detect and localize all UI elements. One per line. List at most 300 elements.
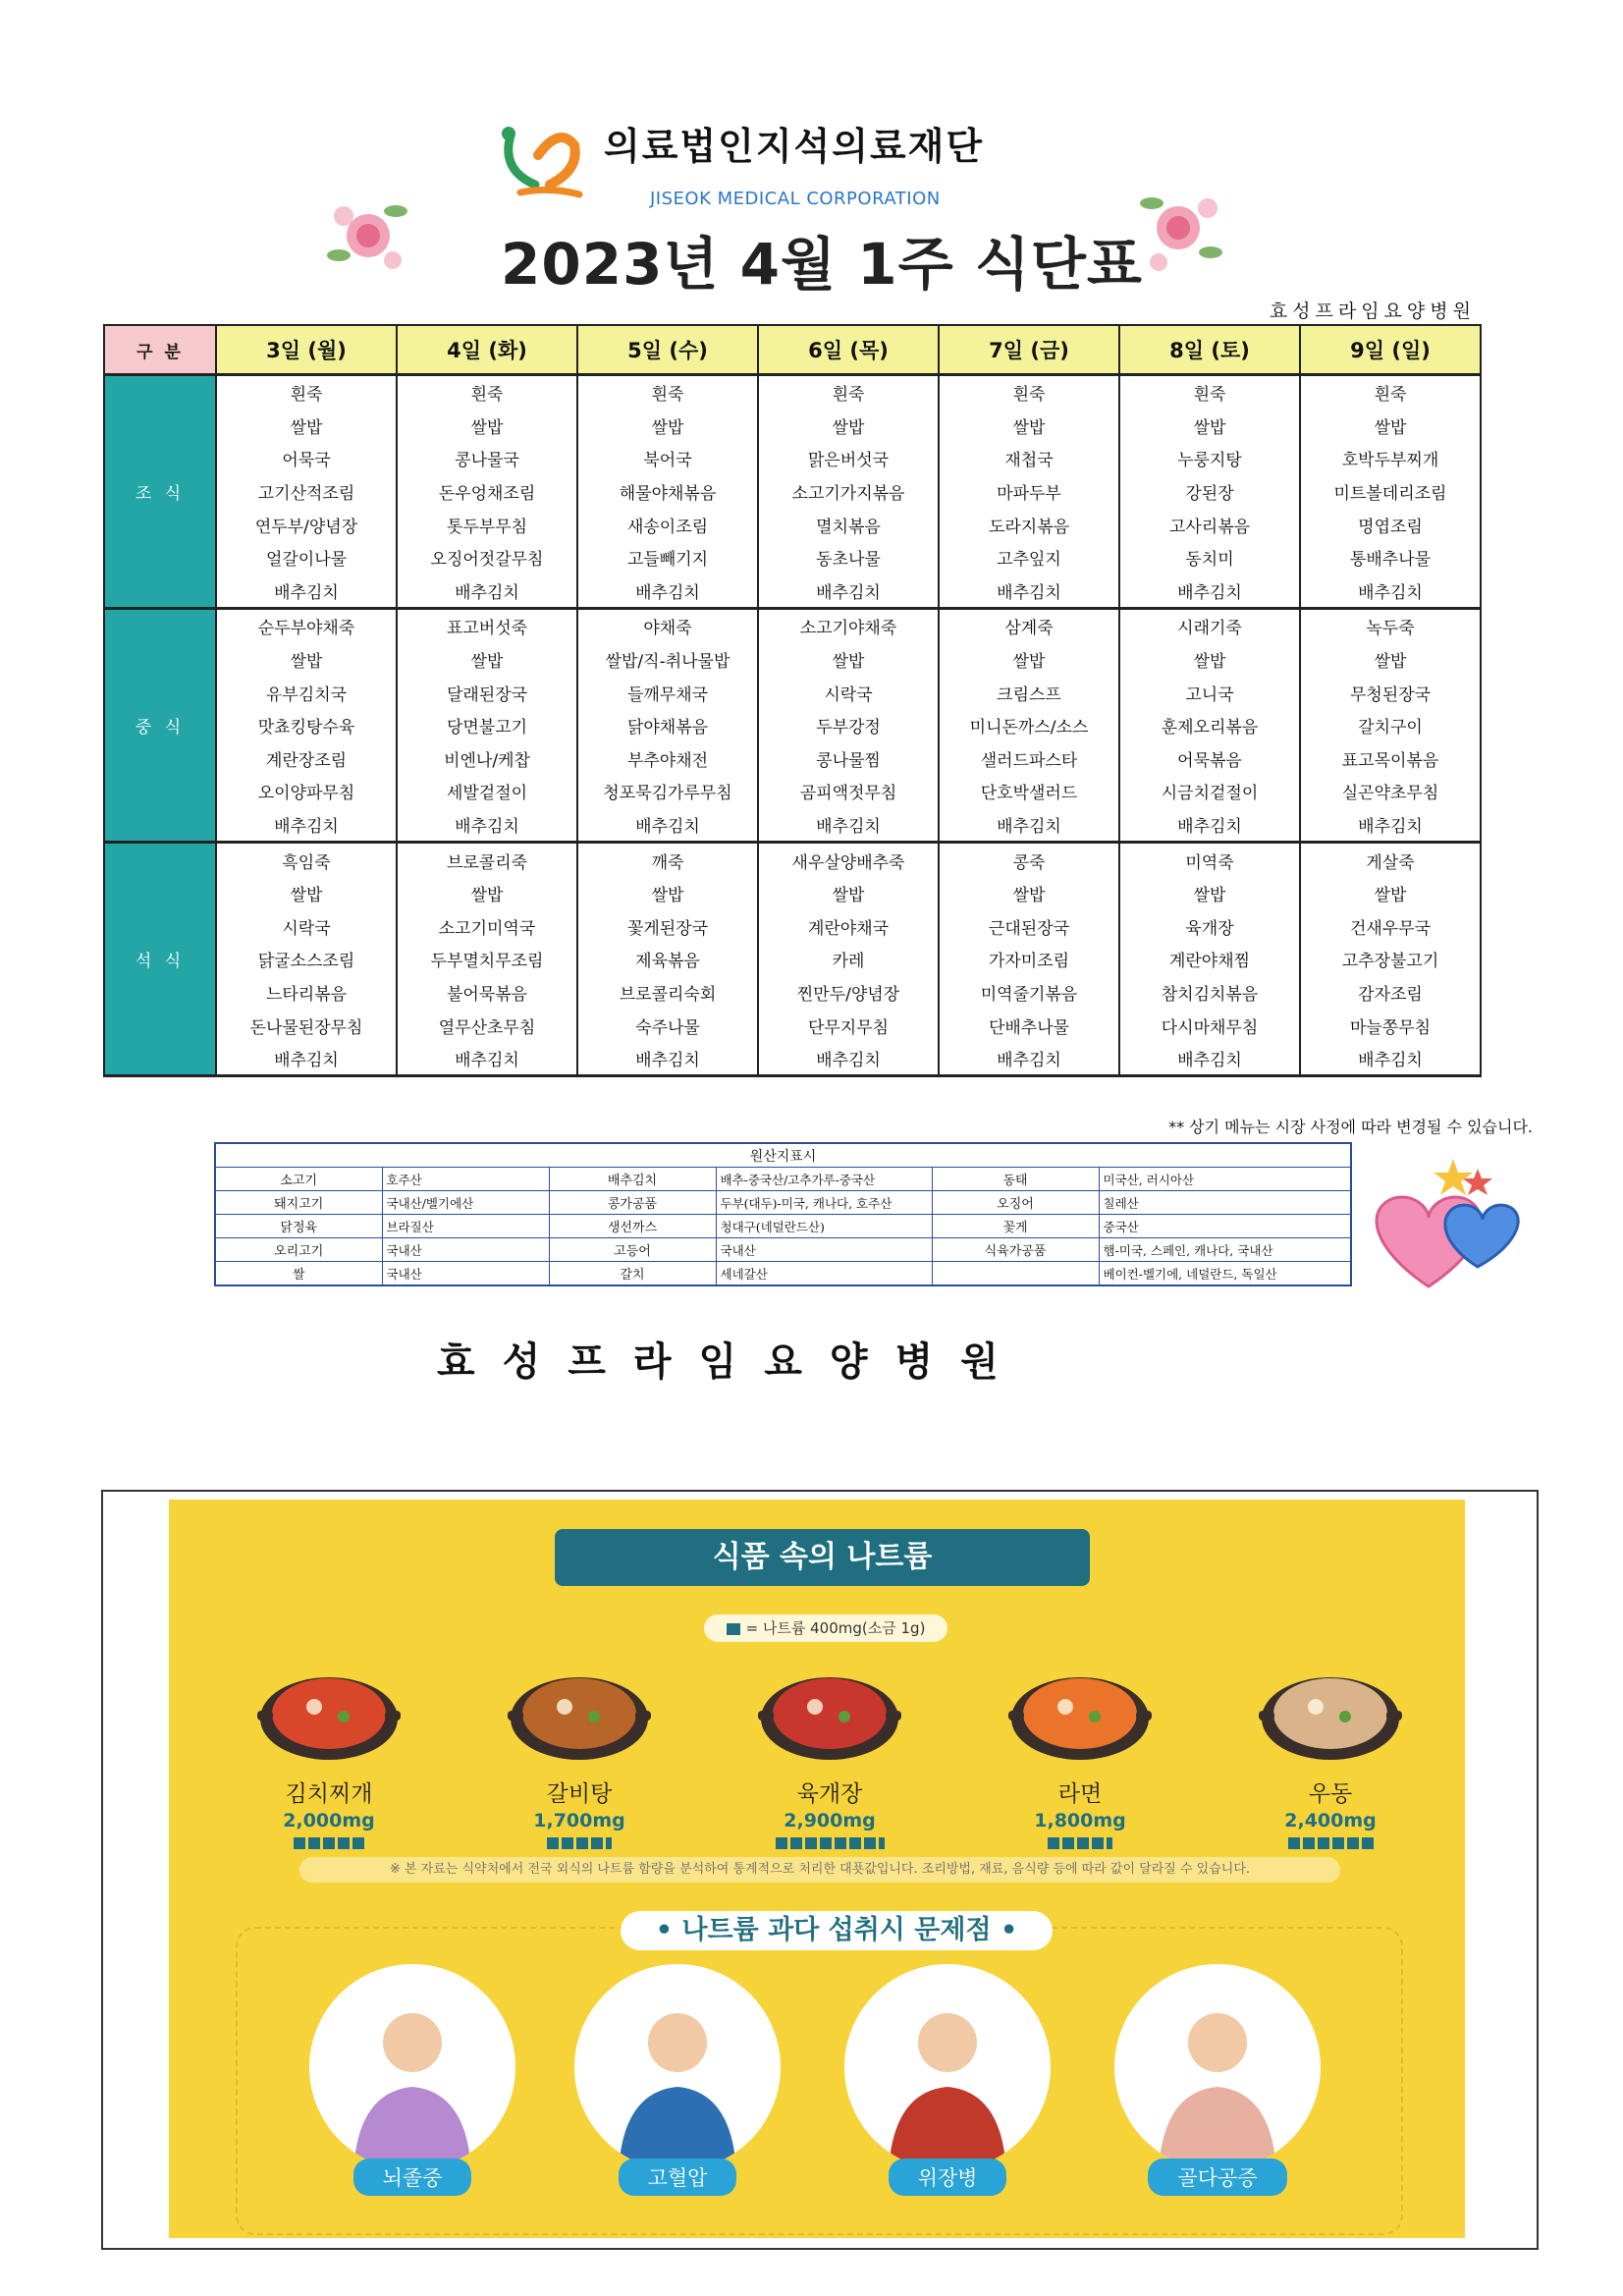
origin-country: 배추-중국산/고추가루-중국산: [716, 1168, 932, 1191]
menu-row: [104, 709, 1481, 742]
menu-cell: 오징어젓갈무침: [397, 541, 577, 574]
hospital-name-footer: 효성프라임요양병원: [437, 1339, 1026, 1385]
menu-cell: 쌀밥: [577, 877, 758, 910]
menu-cell: 계란야채찜: [1119, 943, 1300, 976]
dish-sodium: 1,800mg: [1034, 1810, 1126, 1831]
day-header: 4일 (화): [397, 325, 577, 375]
menu-cell: 배추김치: [216, 574, 397, 609]
menu-cell: 꽃게된장국: [577, 910, 758, 944]
menu-header-row: [104, 325, 1481, 375]
menu-cell: 감자조림: [1300, 976, 1481, 1010]
menu-cell: 오이양파무침: [216, 775, 397, 808]
origin-title: 원산지표시: [215, 1143, 1351, 1168]
menu-cell: 배추김치: [939, 574, 1119, 609]
menu-cell: 어묵볶음: [1119, 742, 1300, 776]
origin-body: [215, 1168, 1351, 1286]
menu-row: [104, 508, 1481, 541]
menu-cell: 얼갈이나물: [216, 541, 397, 574]
menu-cell: 마늘쫑무침: [1300, 1009, 1481, 1042]
menu-cell: 흑임죽: [216, 843, 397, 877]
menu-cell: 동치미: [1119, 541, 1300, 574]
menu-cell: 녹두죽: [1300, 609, 1481, 643]
problem-item: [839, 1964, 1055, 2196]
menu-row: [104, 910, 1481, 944]
menu-cell: 고기산적조림: [216, 475, 397, 509]
origin-item: 돼지고기: [215, 1191, 382, 1215]
origin-country: 청대구(네덜란드산): [716, 1215, 932, 1238]
problem-illustration-icon: [1114, 1964, 1321, 2170]
menu-cell: 훈제오리볶음: [1119, 709, 1300, 742]
menu-cell: 건새우무국: [1300, 910, 1481, 944]
sodium-bar: [1232, 1837, 1429, 1853]
sodium-unit: [849, 1837, 861, 1849]
menu-cell: 쌀밥: [397, 643, 577, 677]
menu-cell: 달래된장국: [397, 676, 577, 709]
sodium-unit-partial: [606, 1837, 612, 1849]
origin-country: 미국산, 러시아산: [1099, 1168, 1351, 1191]
menu-cell: 미역줄기볶음: [939, 976, 1119, 1010]
menu-cell: 돈나물된장무침: [216, 1009, 397, 1042]
origin-item: 소고기: [215, 1168, 382, 1191]
sodium-unit: [562, 1837, 573, 1849]
menu-cell: 새우살양배추죽: [758, 843, 939, 877]
menu-row: [104, 442, 1481, 475]
hospital-name-small: 효성프라임요양병원: [1269, 301, 1476, 322]
origin-country: 국내산: [716, 1238, 932, 1262]
menu-cell: 고추잎지: [939, 541, 1119, 574]
sodium-bar: [231, 1837, 427, 1853]
origin-row: [215, 1215, 1351, 1238]
dish-pot-icon: [506, 1660, 653, 1768]
menu-cell: 근대된장국: [939, 910, 1119, 944]
source-note: ※ 본 자료는 식약처에서 전국 외식의 나트륨 함량을 분석하여 통계적으로 처리한 대푯값입니다. 조리방법, 재료, 음식량 등에 따라 값이 달라질 수 있습니다.: [299, 1857, 1340, 1883]
sodium-unit: [1048, 1837, 1059, 1849]
menu-row: [104, 808, 1481, 843]
day-header: 3일 (월): [216, 325, 397, 375]
origin-item: 콩가공품: [549, 1191, 716, 1215]
menu-cell: 닭굴소스조림: [216, 943, 397, 976]
dish-pot-icon: [756, 1660, 903, 1768]
menu-row: [104, 609, 1481, 643]
menu-cell: 쌀밥: [758, 410, 939, 443]
menu-cell: 콩나물국: [397, 442, 577, 475]
menu-cell: 배추김치: [1300, 808, 1481, 843]
sodium-unit: [790, 1837, 802, 1849]
menu-cell: 맛쵸킹탕수육: [216, 709, 397, 742]
menu-cell: 멸치볶음: [758, 508, 939, 541]
menu-cell: 찐만두/양념장: [758, 976, 939, 1010]
menu-cell: 고들빼기지: [577, 541, 758, 574]
origin-country: 베이컨-벨기에, 네덜란드, 독일산: [1099, 1262, 1351, 1286]
menu-cell: 동초나물: [758, 541, 939, 574]
menu-cell: 시락국: [758, 676, 939, 709]
menu-row: [104, 1042, 1481, 1076]
menu-cell: 들깨무채국: [577, 676, 758, 709]
menu-row: [104, 541, 1481, 574]
legend-text: = 나트륨 400mg(소금 1g): [745, 1619, 926, 1637]
sodium-unit: [338, 1837, 350, 1849]
menu-cell: 두부멸치무조림: [397, 943, 577, 976]
day-header: 9일 (일): [1300, 325, 1481, 375]
menu-cell: 쌀밥: [1119, 410, 1300, 443]
sodium-unit-partial: [879, 1837, 885, 1849]
menu-cell: 브로콜리죽: [397, 843, 577, 877]
menu-cell: 쌀밥: [758, 877, 939, 910]
menu-cell: 소고기가지볶음: [758, 475, 939, 509]
menu-cell: 연두부/양념장: [216, 508, 397, 541]
origin-row: [215, 1262, 1351, 1286]
menu-cell: 유부김치국: [216, 676, 397, 709]
menu-cell: 배추김치: [397, 808, 577, 843]
menu-cell: 쌀밥: [1119, 643, 1300, 677]
menu-cell: 마파두부: [939, 475, 1119, 509]
day-header: 6일 (목): [758, 325, 939, 375]
dish-item: [231, 1660, 427, 1853]
menu-row: [104, 410, 1481, 443]
menu-cell: 배추김치: [577, 574, 758, 609]
dish-name: 우동: [1308, 1781, 1353, 1807]
menu-cell: 배추김치: [397, 574, 577, 609]
menu-cell: 배추김치: [1300, 574, 1481, 609]
dish-pot-icon: [1257, 1660, 1404, 1768]
sodium-unit: [1332, 1837, 1344, 1849]
meal-label: 조 식: [104, 375, 216, 609]
menu-cell: 시금치겉절이: [1119, 775, 1300, 808]
menu-cell: 배추김치: [577, 808, 758, 843]
origin-country: 중국산: [1099, 1215, 1351, 1238]
menu-cell: 삼계죽: [939, 609, 1119, 643]
menu-cell: 쌀밥: [216, 643, 397, 677]
menu-cell: 숙주나물: [577, 1009, 758, 1042]
sodium-unit: [591, 1837, 603, 1849]
menu-row: [104, 643, 1481, 677]
menu-cell: 게살죽: [1300, 843, 1481, 877]
menu-cell: 흰죽: [1300, 375, 1481, 410]
dish-name: 갈비탕: [546, 1781, 613, 1807]
origin-country: 세네갈산: [716, 1262, 932, 1286]
org-name: 의료법인지석의료재단: [604, 125, 985, 168]
sodium-unit-icon: [727, 1623, 740, 1635]
menu-row: [104, 574, 1481, 609]
menu-cell: 쌀밥: [216, 410, 397, 443]
menu-cell: 비엔나/케찹: [397, 742, 577, 776]
menu-cell: 단무지무침: [758, 1009, 939, 1042]
menu-row: [104, 843, 1481, 877]
dish-item: [481, 1660, 677, 1853]
menu-cell: 도라지볶음: [939, 508, 1119, 541]
origin-item: 오징어: [932, 1191, 1099, 1215]
menu-row: [104, 775, 1481, 808]
menu-cell: 북어국: [577, 442, 758, 475]
menu-cell: 깨죽: [577, 843, 758, 877]
menu-cell: 배추김치: [758, 574, 939, 609]
dish-name: 육개장: [796, 1781, 863, 1807]
problem-illustration-icon: [844, 1964, 1051, 2170]
menu-cell: 카레: [758, 943, 939, 976]
menu-cell: 콩죽: [939, 843, 1119, 877]
menu-cell: 고사리볶음: [1119, 508, 1300, 541]
corner-header: 구 분: [104, 325, 216, 375]
menu-cell: 누룽지탕: [1119, 442, 1300, 475]
menu-cell: 가자미조림: [939, 943, 1119, 976]
origin-item: 생선까스: [549, 1215, 716, 1238]
dish-sodium: 2,900mg: [784, 1810, 876, 1831]
origin-country: 칠레산: [1099, 1191, 1351, 1215]
origin-item: 배추김치: [549, 1168, 716, 1191]
dish-item: [731, 1660, 928, 1853]
menu-cell: 흰죽: [939, 375, 1119, 410]
menu-cell: 쌀밥/직-취나물밥: [577, 643, 758, 677]
problem-item: [304, 1964, 520, 2196]
flower-decoration-right: [1134, 179, 1227, 282]
dish-name: 라면: [1057, 1781, 1103, 1807]
menu-cell: 제육볶음: [577, 943, 758, 976]
sodium-bar: [481, 1837, 677, 1853]
problem-label: 골다공증: [1148, 2159, 1286, 2196]
menu-cell: 재첩국: [939, 442, 1119, 475]
day-header: 7일 (금): [939, 325, 1119, 375]
menu-cell: 쌀밥: [216, 877, 397, 910]
sodium-unit: [547, 1837, 559, 1849]
day-header: 8일 (토): [1119, 325, 1300, 375]
menu-cell: 계란야채국: [758, 910, 939, 944]
menu-cell: 배추김치: [216, 808, 397, 843]
menu-cell: 배추김치: [1300, 1042, 1481, 1076]
menu-cell: 단호박샐러드: [939, 775, 1119, 808]
menu-row: [104, 742, 1481, 776]
menu-cell: 샐러드파스타: [939, 742, 1119, 776]
weekly-menu-table: [103, 324, 1482, 1077]
menu-cell: 당면불고기: [397, 709, 577, 742]
origin-row: [215, 1191, 1351, 1215]
dish-pot-icon: [255, 1660, 403, 1768]
menu-cell: 표고버섯죽: [397, 609, 577, 643]
origin-item: 고등어: [549, 1238, 716, 1262]
problems-title-text: 나트륨 과다 섭취시 문제점: [681, 1915, 992, 1945]
menu-cell: 고추장불고기: [1300, 943, 1481, 976]
sodium-unit: [308, 1837, 320, 1849]
menu-cell: 돈우엉채조림: [397, 475, 577, 509]
origin-item: 식육가공품: [932, 1238, 1099, 1262]
origin-item: 닭정육: [215, 1215, 382, 1238]
dish-item: [1232, 1660, 1429, 1853]
menu-cell: 쌀밥: [397, 410, 577, 443]
org-english-name: JISEOK MEDICAL CORPORATION: [650, 189, 941, 209]
problem-item: [569, 1964, 785, 2196]
menu-cell: 통배추나물: [1300, 541, 1481, 574]
menu-cell: 갈치구이: [1300, 709, 1481, 742]
sodium-unit: [805, 1837, 817, 1849]
menu-cell: 부추야채전: [577, 742, 758, 776]
menu-row: [104, 375, 1481, 410]
menu-cell: 시락국: [216, 910, 397, 944]
sodium-unit: [835, 1837, 846, 1849]
menu-cell: 소고기야채죽: [758, 609, 939, 643]
menu-cell: 시래기죽: [1119, 609, 1300, 643]
menu-cell: 소고기미역국: [397, 910, 577, 944]
menu-cell: 배추김치: [758, 808, 939, 843]
menu-cell: 배추김치: [216, 1042, 397, 1076]
menu-cell: 배추김치: [397, 1042, 577, 1076]
sodium-unit: [1318, 1837, 1329, 1849]
menu-row: [104, 877, 1481, 910]
menu-cell: 어묵국: [216, 442, 397, 475]
sodium-unit: [776, 1837, 787, 1849]
origin-item: 동태: [932, 1168, 1099, 1191]
problems-title: • 나트륨 과다 섭취시 문제점 •: [621, 1911, 1053, 1950]
dish-sodium: 1,700mg: [533, 1810, 625, 1831]
dish-sodium: 2,400mg: [1284, 1810, 1377, 1831]
jiseok-logo: [491, 116, 589, 204]
menu-row: [104, 475, 1481, 509]
sodium-unit: [294, 1837, 305, 1849]
menu-cell: 불어묵볶음: [397, 976, 577, 1010]
menu-cell: 육개장: [1119, 910, 1300, 944]
menu-cell: 톳두부무침: [397, 508, 577, 541]
sodium-unit: [864, 1837, 876, 1849]
menu-cell: 배추김치: [758, 1042, 939, 1076]
menu-cell: 브로콜리숙회: [577, 976, 758, 1010]
menu-row: [104, 676, 1481, 709]
menu-cell: 쌀밥: [1300, 643, 1481, 677]
dish-sodium: 2,000mg: [283, 1810, 375, 1831]
origin-country: 브라질산: [382, 1215, 549, 1238]
origin-country: 두부(대두)-미국, 캐나다, 호주산: [716, 1191, 932, 1215]
problem-label: 고혈압: [619, 2159, 737, 2196]
menu-cell: 쌀밥: [939, 410, 1119, 443]
origin-row: [215, 1168, 1351, 1191]
sodium-unit: [1062, 1837, 1074, 1849]
flower-decoration-left: [319, 182, 412, 285]
sodium-unit: [1347, 1837, 1359, 1849]
origin-country: 호주산: [382, 1168, 549, 1191]
menu-cell: 참치김치볶음: [1119, 976, 1300, 1010]
origin-country: 국내산: [382, 1238, 549, 1262]
sodium-unit: [1362, 1837, 1374, 1849]
problem-label: 위장병: [889, 2159, 1007, 2196]
origin-country: 햄-미국, 스페인, 캐나다, 국내산: [1099, 1238, 1351, 1262]
menu-cell: 쌀밥: [577, 410, 758, 443]
meal-label: 석 식: [104, 843, 216, 1076]
dish-name: 김치찌개: [285, 1781, 373, 1807]
sodium-bar: [982, 1837, 1178, 1853]
problem-label: 뇌졸중: [353, 2159, 472, 2196]
sodium-unit: [323, 1837, 335, 1849]
origin-item: 꽃게: [932, 1215, 1099, 1238]
sodium-unit: [820, 1837, 832, 1849]
sodium-unit: [576, 1837, 588, 1849]
menu-cell: 배추김치: [1119, 1042, 1300, 1076]
menu-cell: 청포묵김가루무침: [577, 775, 758, 808]
menu-cell: 배추김치: [939, 808, 1119, 843]
origin-item: 오리고기: [215, 1238, 382, 1262]
menu-cell: 미역죽: [1119, 843, 1300, 877]
menu-cell: 실곤약초무침: [1300, 775, 1481, 808]
menu-cell: 두부강정: [758, 709, 939, 742]
dish-item: [982, 1660, 1178, 1853]
menu-cell: 다시마채무침: [1119, 1009, 1300, 1042]
menu-cell: 흰죽: [216, 375, 397, 410]
menu-cell: 야채죽: [577, 609, 758, 643]
menu-cell: 강된장: [1119, 475, 1300, 509]
menu-cell: 배추김치: [1119, 808, 1300, 843]
menu-cell: 쌀밥: [1300, 410, 1481, 443]
origin-row: [215, 1238, 1351, 1262]
dish-pot-icon: [1006, 1660, 1154, 1768]
problem-illustration-icon: [574, 1964, 781, 2170]
origin-item: 쌀: [215, 1262, 382, 1286]
menu-cell: 단배추나물: [939, 1009, 1119, 1042]
menu-cell: 크림스프: [939, 676, 1119, 709]
menu-row: [104, 1009, 1481, 1042]
day-header: 5일 (수): [577, 325, 758, 375]
meal-label: 중 식: [104, 609, 216, 843]
menu-cell: 새송이조림: [577, 508, 758, 541]
menu-cell: 닭야채볶음: [577, 709, 758, 742]
poster-title: 식품 속의 나트륨: [555, 1529, 1090, 1586]
menu-cell: 콩나물찜: [758, 742, 939, 776]
origin-country: 국내산/벨기에산: [382, 1191, 549, 1215]
origin-country: 국내산: [382, 1262, 549, 1286]
menu-body: [104, 375, 1481, 1076]
menu-cell: 느타리볶음: [216, 976, 397, 1010]
menu-cell: 쌀밥: [1300, 877, 1481, 910]
menu-cell: 쌀밥: [397, 877, 577, 910]
menu-cell: 배추김치: [577, 1042, 758, 1076]
origin-item: 갈치: [549, 1262, 716, 1286]
menu-cell: 곰피액젓무침: [758, 775, 939, 808]
menu-cell: 세발겉절이: [397, 775, 577, 808]
menu-row: [104, 976, 1481, 1010]
sodium-unit: [1092, 1837, 1104, 1849]
sodium-unit: [1077, 1837, 1089, 1849]
menu-cell: 미니돈까스/소스: [939, 709, 1119, 742]
menu-cell: 호박두부찌개: [1300, 442, 1481, 475]
menu-cell: 맑은버섯국: [758, 442, 939, 475]
problem-illustration-icon: [309, 1964, 515, 2170]
sodium-unit: [352, 1837, 364, 1849]
menu-cell: 계란장조림: [216, 742, 397, 776]
sodium-unit-partial: [1107, 1837, 1112, 1849]
menu-cell: 흰죽: [758, 375, 939, 410]
menu-cell: 쌀밥: [1119, 877, 1300, 910]
page-title: 2023년 4월 1주 식단표: [501, 231, 1143, 298]
menu-cell: 해물야채볶음: [577, 475, 758, 509]
menu-cell: 미트볼데리조림: [1300, 475, 1481, 509]
menu-change-note: ** 상기 메뉴는 시장 사정에 따라 변경될 수 있습니다.: [1168, 1118, 1533, 1136]
sodium-legend: [704, 1614, 947, 1642]
menu-cell: 배추김치: [939, 1042, 1119, 1076]
menu-cell: 배추김치: [1119, 574, 1300, 609]
menu-cell: 순두부야채죽: [216, 609, 397, 643]
origin-table: [214, 1142, 1352, 1286]
menu-cell: 열무산초무침: [397, 1009, 577, 1042]
menu-cell: 흰죽: [397, 375, 577, 410]
sodium-unit: [1303, 1837, 1315, 1849]
problem-item: [1109, 1964, 1325, 2196]
menu-cell: 고니국: [1119, 676, 1300, 709]
menu-cell: 흰죽: [1119, 375, 1300, 410]
sodium-unit: [1288, 1837, 1300, 1849]
menu-cell: 쌀밥: [758, 643, 939, 677]
menu-cell: 쌀밥: [939, 643, 1119, 677]
menu-cell: 흰죽: [577, 375, 758, 410]
menu-row: [104, 943, 1481, 976]
sodium-bar: [731, 1837, 928, 1853]
menu-cell: 무청된장국: [1300, 676, 1481, 709]
hearts-decoration: [1360, 1149, 1537, 1296]
menu-cell: 명엽조림: [1300, 508, 1481, 541]
